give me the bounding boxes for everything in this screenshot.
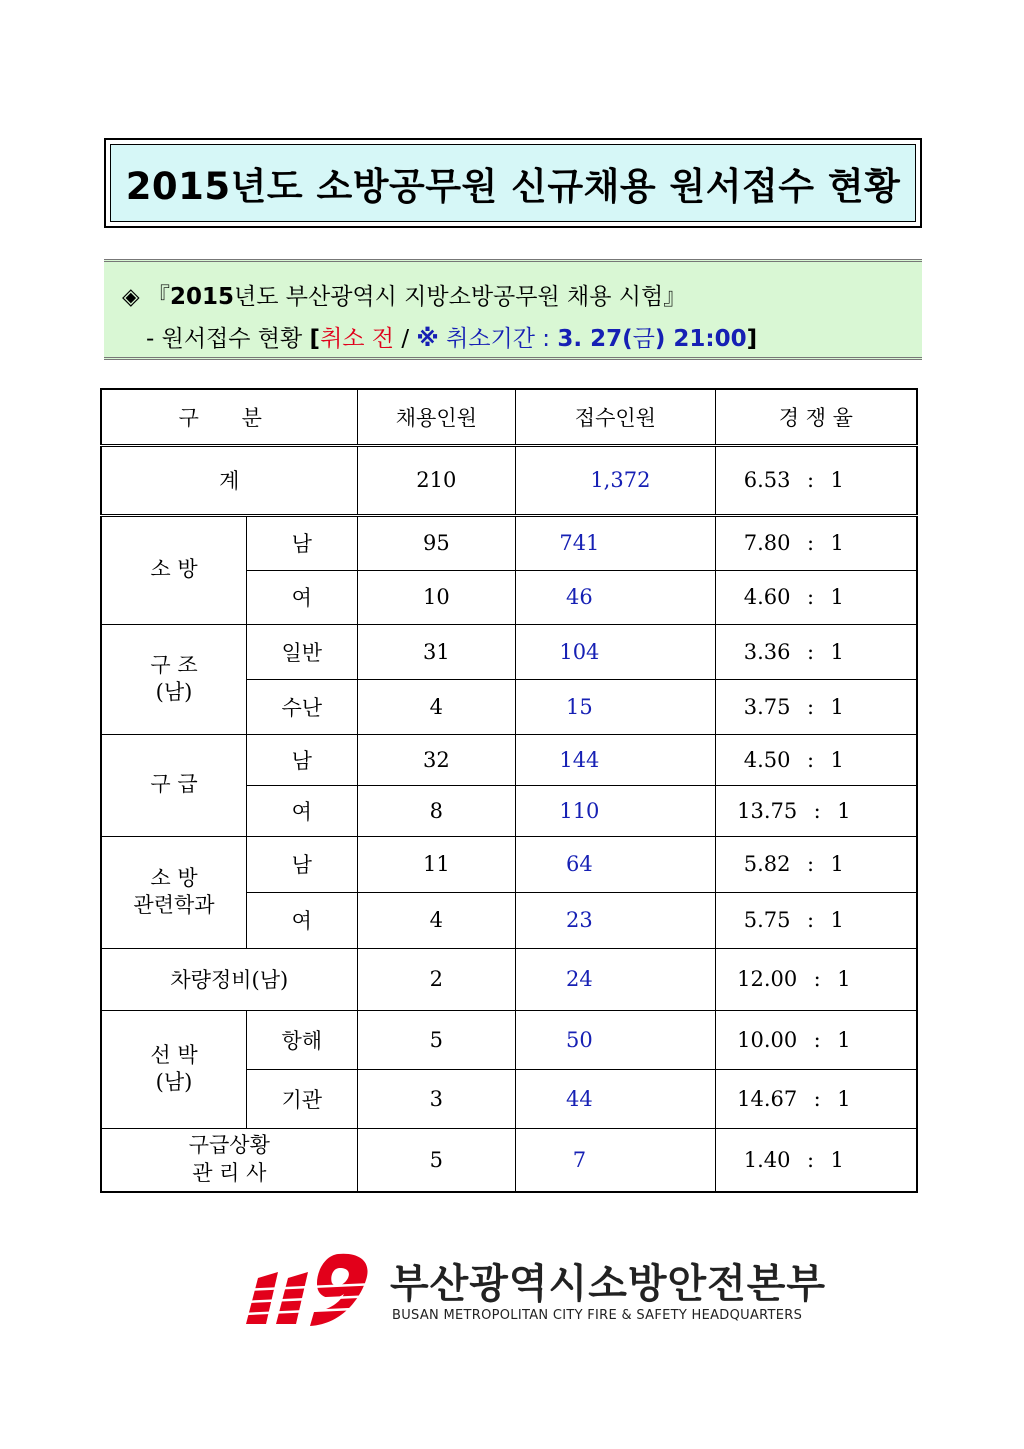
- applied-count: 15: [516, 679, 716, 734]
- sub-label: 여: [247, 892, 358, 948]
- hire-count: 3: [357, 1069, 515, 1128]
- group-label-ems: 구 급: [101, 734, 247, 836]
- competition-ratio: 14.67 : 1: [715, 1069, 917, 1128]
- header-category: 구 분: [101, 389, 357, 445]
- applied-count: 50: [516, 1010, 716, 1069]
- applied-count: 46: [516, 570, 716, 624]
- table-row: [101, 515, 917, 570]
- title-box: [104, 138, 922, 228]
- table-row: [101, 1010, 917, 1069]
- sub-label: 여: [247, 570, 358, 624]
- sub-label: 수난: [247, 679, 358, 734]
- sub-label: 일반: [247, 624, 358, 679]
- applied-count: 44: [516, 1069, 716, 1128]
- notice-slash: /: [394, 326, 417, 352]
- competition-ratio: 7.80 : 1: [715, 515, 917, 570]
- notice-open-bracket: 『: [147, 284, 171, 310]
- hire-count: 31: [357, 624, 515, 679]
- competition-ratio: 1.40 : 1: [715, 1128, 917, 1192]
- notice-close-bracket: 』: [663, 284, 687, 310]
- notice-status-label: - 원서접수 현황: [146, 326, 310, 352]
- notice-cancel-date: 3. 27(: [557, 326, 633, 352]
- total-ratio: 6.53 : 1: [715, 445, 917, 515]
- group-label-ship: 선 박 (남): [101, 1010, 247, 1128]
- sub-label: 기관: [247, 1069, 358, 1128]
- competition-ratio: 3.75 : 1: [715, 679, 917, 734]
- table-row: [101, 948, 917, 1010]
- total-hire: 210: [357, 445, 515, 515]
- applied-count: 7: [516, 1128, 716, 1192]
- group-label-fire: 소 방: [101, 515, 247, 624]
- hire-count: 4: [357, 679, 515, 734]
- competition-ratio: 5.82 : 1: [715, 836, 917, 892]
- notice-cancel-time: ) 21:00: [654, 326, 747, 352]
- organization-name-korean: 부산광역시소방안전본부: [390, 1261, 827, 1307]
- hire-count: 5: [357, 1128, 515, 1192]
- competition-ratio: 4.60 : 1: [715, 570, 917, 624]
- notice-line-1: [122, 278, 686, 311]
- table-header-row: [101, 389, 917, 445]
- sub-label: 여: [247, 785, 358, 836]
- vehicle-label: 차량정비(남): [101, 948, 357, 1010]
- hire-count: 8: [357, 785, 515, 836]
- applied-count: 144: [516, 734, 716, 785]
- total-applied: 1,372: [516, 445, 716, 515]
- competition-ratio: 3.36 : 1: [715, 624, 917, 679]
- table-row-total: [101, 445, 917, 515]
- hire-count: 11: [357, 836, 515, 892]
- application-stats-table: [100, 388, 918, 1193]
- organization-name-english: BUSAN METROPOLITAN CITY FIRE & SAFETY HEADQUARTERS: [392, 1308, 803, 1323]
- hire-count: 10: [357, 570, 515, 624]
- table-row: [101, 1128, 917, 1192]
- hire-count: 2: [357, 948, 515, 1010]
- competition-ratio: 4.50 : 1: [715, 734, 917, 785]
- competition-ratio: 5.75 : 1: [715, 892, 917, 948]
- group-label-rescue: 구 조 (남): [101, 624, 247, 734]
- applied-count: 23: [516, 892, 716, 948]
- applied-count: 741: [516, 515, 716, 570]
- sub-label: 항해: [247, 1010, 358, 1069]
- hire-count: 32: [357, 734, 515, 785]
- header-hire-count: 채용인원: [357, 389, 515, 445]
- competition-ratio: 12.00 : 1: [715, 948, 917, 1010]
- sub-label: 남: [247, 836, 358, 892]
- organization-logo: [244, 1250, 827, 1330]
- notice-line-2: [146, 320, 757, 353]
- hire-count: 5: [357, 1010, 515, 1069]
- table-row: [101, 624, 917, 679]
- page-title: 2015년도 소방공무원 신규채용 원서접수 현황: [125, 165, 901, 208]
- notice-bracket-open: [: [309, 326, 321, 352]
- applied-count: 110: [516, 785, 716, 836]
- total-label: 계: [101, 445, 357, 515]
- table-row: [101, 836, 917, 892]
- competition-ratio: 13.75 : 1: [715, 785, 917, 836]
- sub-label: 남: [247, 734, 358, 785]
- notice-cancel-day: 금: [632, 326, 655, 352]
- notice-year: 2015: [170, 284, 235, 310]
- applied-count: 104: [516, 624, 716, 679]
- notice-before-cancel: 취소 전: [320, 326, 395, 352]
- reference-mark-icon: ※: [416, 326, 439, 352]
- notice-exam-title: 년도 부산광역시 지방소방공무원 채용 시험: [234, 284, 664, 310]
- group-label-fire-related-major: 소 방 관련학과: [101, 836, 247, 948]
- applied-count: 24: [516, 948, 716, 1010]
- title-inner: [110, 144, 916, 222]
- hire-count: 95: [357, 515, 515, 570]
- table-row: [101, 734, 917, 785]
- hire-count: 4: [357, 892, 515, 948]
- notice-box: [104, 259, 922, 360]
- header-applicant-count: 접수인원: [516, 389, 716, 445]
- competition-ratio: 10.00 : 1: [715, 1010, 917, 1069]
- applied-count: 64: [516, 836, 716, 892]
- notice-cancel-period-label: 취소기간 :: [438, 326, 558, 352]
- header-competition-ratio: 경 쟁 율: [715, 389, 917, 445]
- fire-119-logo-icon: [244, 1250, 376, 1328]
- notice-bracket-close: ]: [746, 326, 758, 352]
- diamond-bullet-icon: ◈: [122, 284, 140, 310]
- ems-manager-label: 구급상황 관 리 사: [101, 1128, 357, 1192]
- sub-label: 남: [247, 515, 358, 570]
